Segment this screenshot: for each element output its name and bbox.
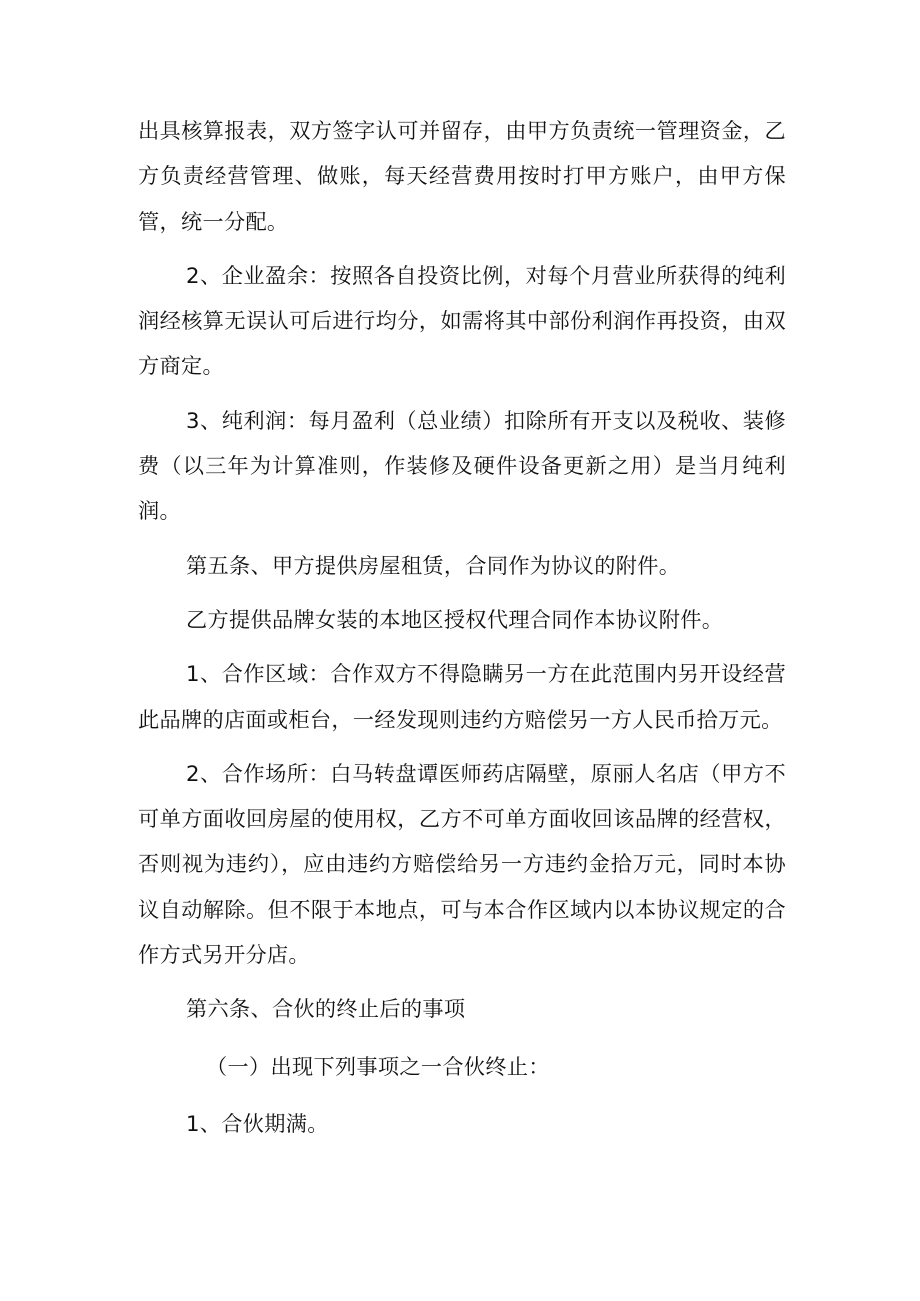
article-five-heading: 第五条、甲方提供房屋租赁，合同作为协议的附件。 [186,552,681,578]
paragraph-brand-agency: 乙方提供品牌女装的本地区授权代理合同作本协议附件。 [186,606,724,632]
paragraph-cooperation-area: 1、合作区域：合作双方不得隐瞒另一方在此范围内另开设经营此品牌的店面或柜台，一经发现则违约方赔偿另一方人民币拾万元。 [138,661,786,732]
paragraph-accounting: 出具核算报表，双方签字认可并留存，由甲方负责统一管理资金，乙方负责经营管理、做账，每天经营费用按时打甲方账户，由甲方保管，统一分配。 [138,118,786,234]
paragraph-net-profit: 3、纯利润：每月盈利（总业绩）扣除所有开支以及税收、装修费（以三年为计算准则，作装修及硬件设备更新之用）是当月纯利润。 [138,407,786,524]
paragraph-surplus: 2、企业盈余：按照各自投资比例，对每个月营业所获得的纯利润经核算无误认可后进行均分，如需将其中部份利润作再投资，由双方商定。 [138,262,786,379]
paragraph-cooperation-venue: 2、合作场所：白马转盘谭医师药店隔壁，原丽人名店（甲方不可单方面收回房屋的使用权，乙方不可单方面收回该品牌的经营权，否则视为违约），应由违约方赔偿给另一方违约金拾万元，同时本协议自动解除。但不限于本地点，可与本合作区域内以本协议规定的合作方式另开分店。 [138,760,786,968]
termination-subheading: （一）出现下列事项之一合伙终止： [206,1053,550,1079]
document-page [138,108,786,1146]
article-six-heading: 第六条、合伙的终止后的事项 [186,996,466,1022]
termination-item-1: 1、合伙期满。 [186,1110,329,1136]
